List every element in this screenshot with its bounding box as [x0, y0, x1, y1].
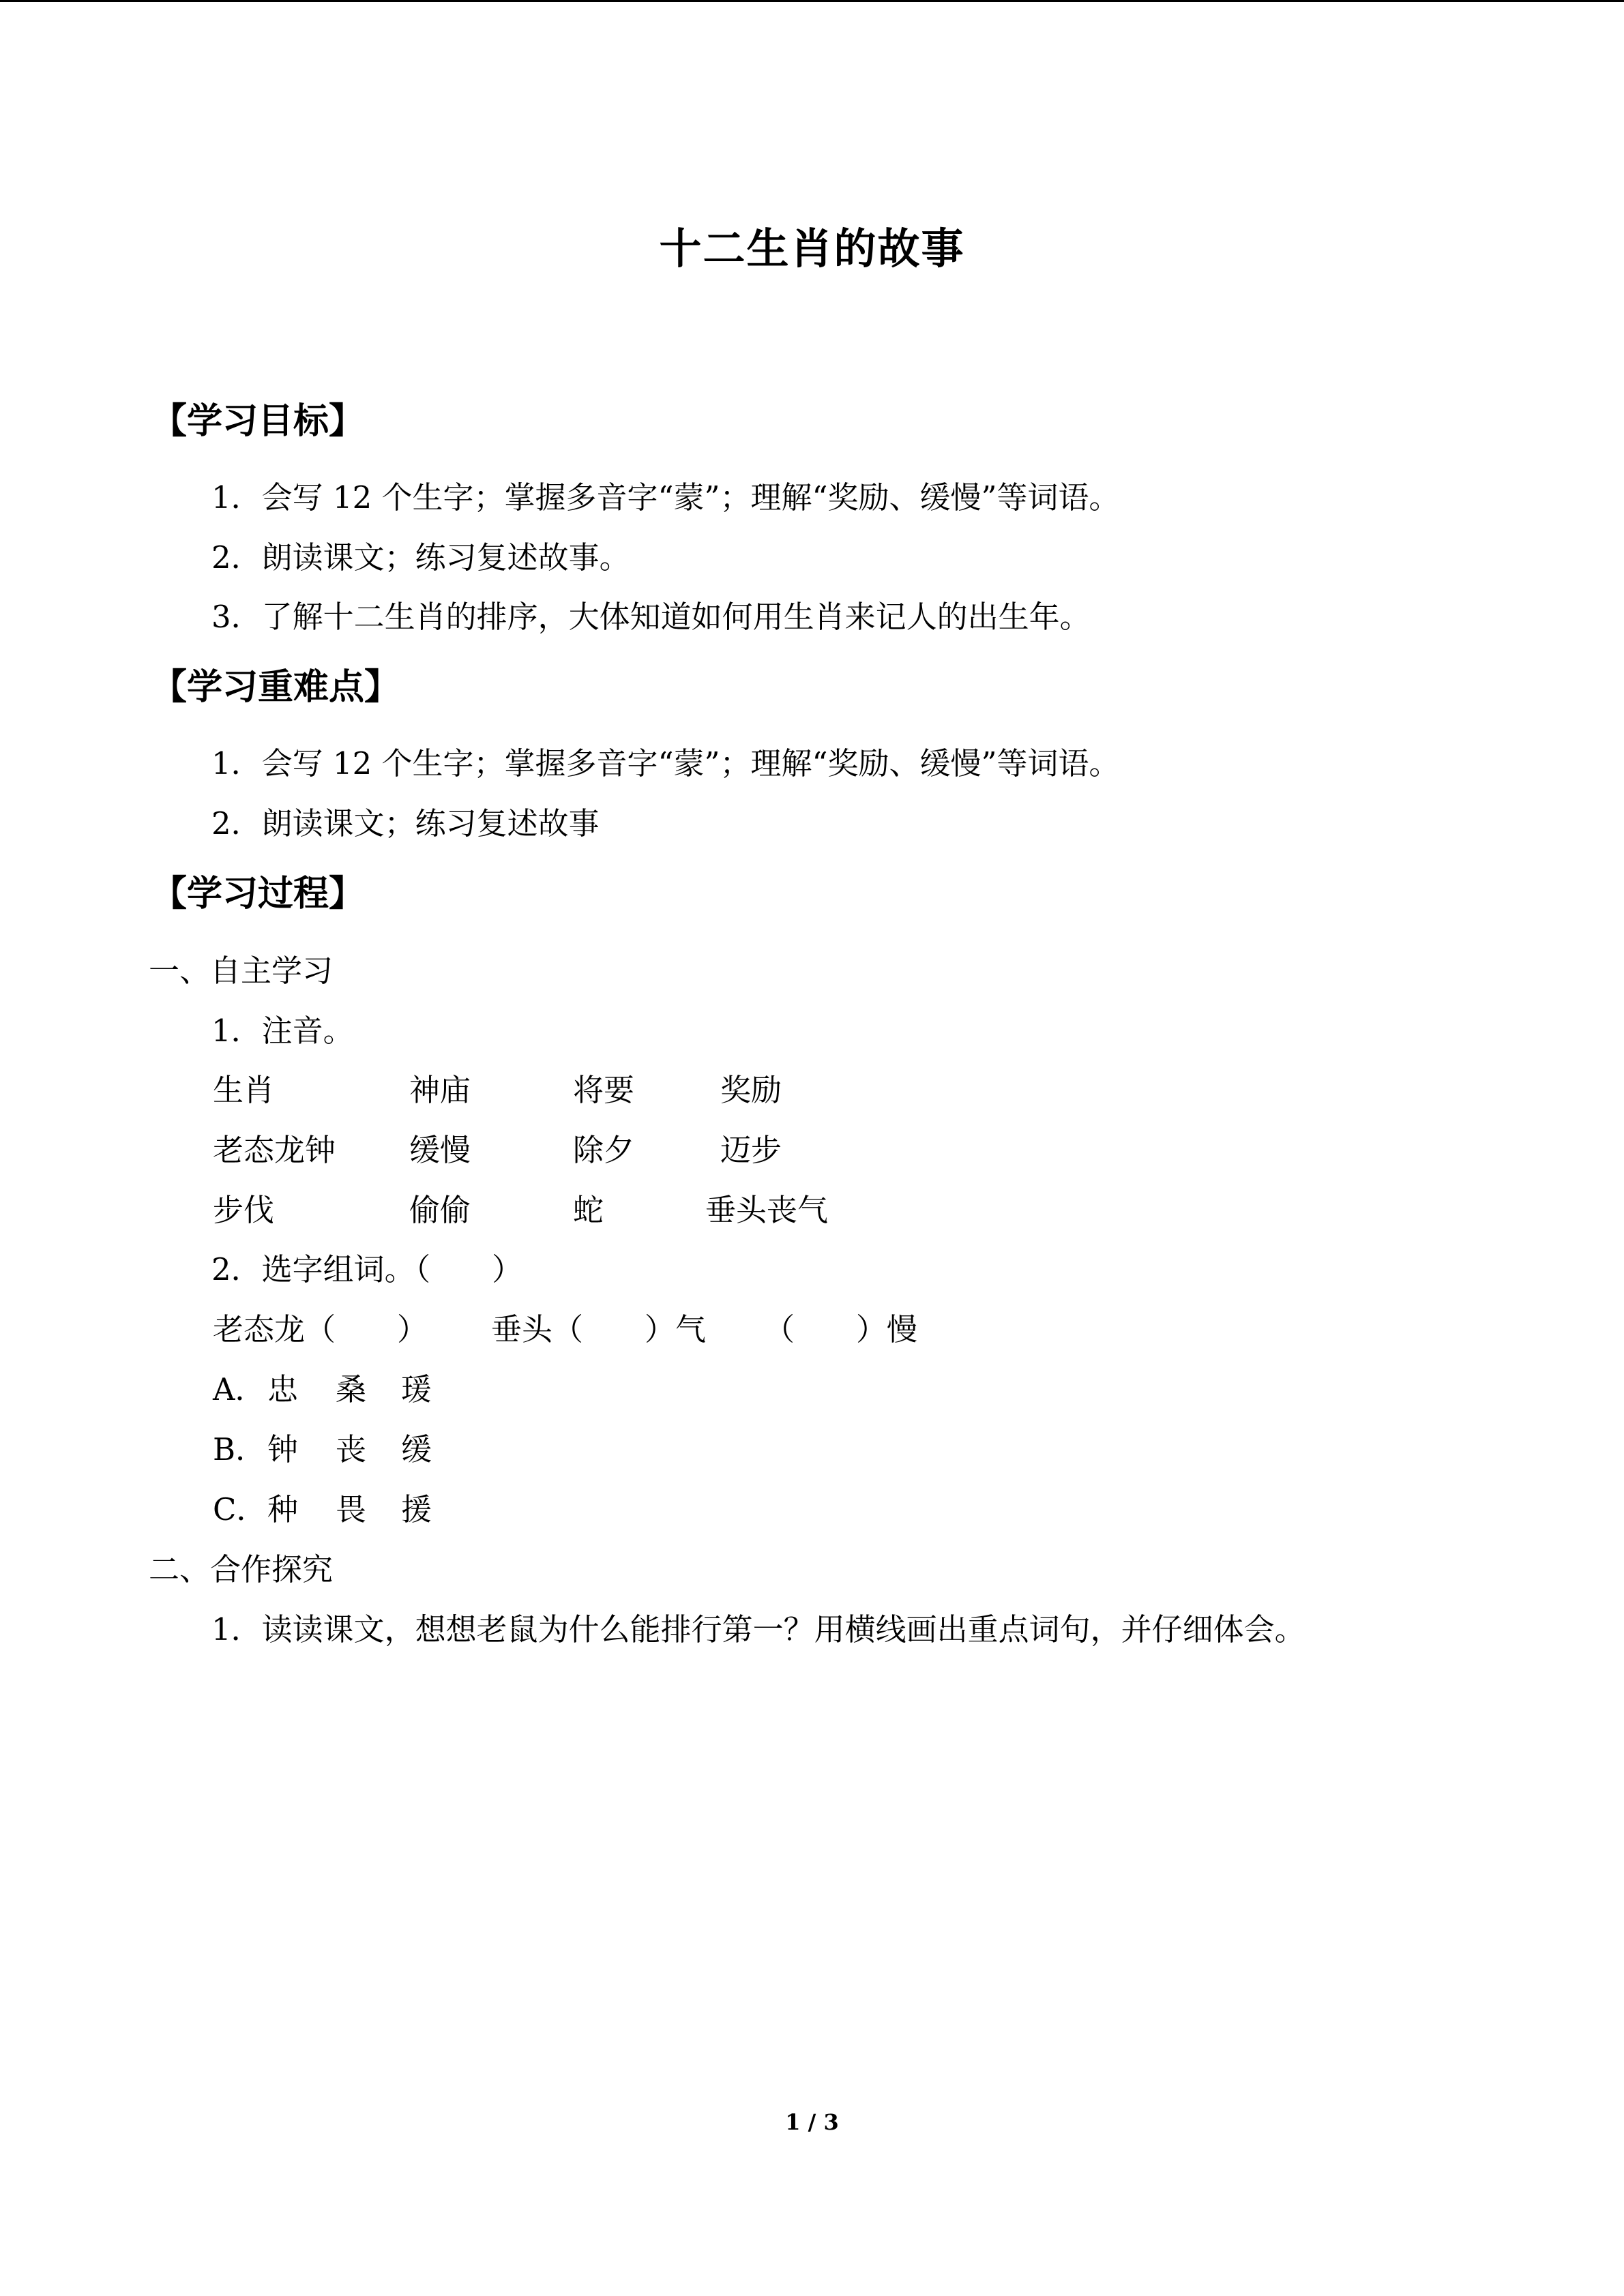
blank-phrase: 老态龙（ ） — [213, 1311, 428, 1347]
goal-item-1: 1．会写 12 个生字；掌握多音字“蒙”；理解“奖励、缓慢”等词语。 — [211, 479, 1120, 516]
page-title: 十二生肖的故事 — [659, 224, 965, 273]
option-letter: A． — [213, 1371, 266, 1407]
part2-heading: 二、合作探究 — [149, 1551, 334, 1587]
option-char: 畏 — [336, 1491, 367, 1527]
blank-phrase: 垂头（ ）气 — [491, 1311, 707, 1347]
option-char: 种 — [267, 1491, 299, 1527]
word-cell: 缓慢 — [409, 1132, 471, 1168]
key-point-item-2: 2．朗读课文；练习复述故事 — [211, 805, 600, 841]
word-cell: 生肖 — [213, 1072, 275, 1108]
word-cell: 将要 — [573, 1072, 635, 1108]
part1-heading: 一、自主学习 — [149, 953, 334, 989]
key-point-item-1: 1．会写 12 个生字；掌握多音字“蒙”；理解“奖励、缓慢”等词语。 — [211, 745, 1120, 781]
process-heading: 【学习过程】 — [151, 874, 365, 914]
option-letter: C． — [213, 1491, 267, 1527]
word-cell: 老态龙钟 — [213, 1132, 336, 1168]
option-char: 钟 — [267, 1431, 299, 1467]
option-char: 丧 — [336, 1431, 367, 1467]
word-cell: 垂头丧气 — [705, 1192, 829, 1228]
word-cell: 奖励 — [720, 1072, 782, 1108]
option-char: 桑 — [336, 1371, 367, 1407]
goals-heading: 【学习目标】 — [151, 401, 365, 442]
goal-item-3: 3．了解十二生肖的排序，大体知道如何用生肖来记人的出生年。 — [211, 599, 1091, 635]
option-letter: B． — [213, 1431, 267, 1467]
part1-question-2: 2．选字组词。（ ） — [211, 1251, 523, 1287]
word-cell: 蛇 — [573, 1192, 604, 1228]
word-cell: 神庙 — [409, 1072, 471, 1108]
word-cell: 除夕 — [573, 1132, 635, 1168]
word-cell: 偷偷 — [409, 1192, 471, 1228]
key-points-heading: 【学习重难点】 — [151, 667, 400, 708]
part1-question-1: 1．注音。 — [211, 1013, 354, 1049]
option-char: 忠 — [267, 1371, 299, 1407]
option-char: 缓 — [401, 1431, 432, 1467]
page-number: 1 / 3 — [785, 2109, 839, 2135]
option-char: 援 — [401, 1491, 432, 1527]
word-cell: 迈步 — [720, 1132, 782, 1168]
goal-item-2: 2．朗读课文；练习复述故事。 — [211, 539, 630, 576]
part2-question-1: 1．读读课文，想想老鼠为什么能排行第一？用横线画出重点词句，并仔细体会。 — [211, 1611, 1305, 1648]
word-cell: 步伐 — [213, 1192, 275, 1228]
option-char: 瑗 — [401, 1371, 432, 1407]
blank-phrase: （ ）慢 — [764, 1311, 918, 1347]
